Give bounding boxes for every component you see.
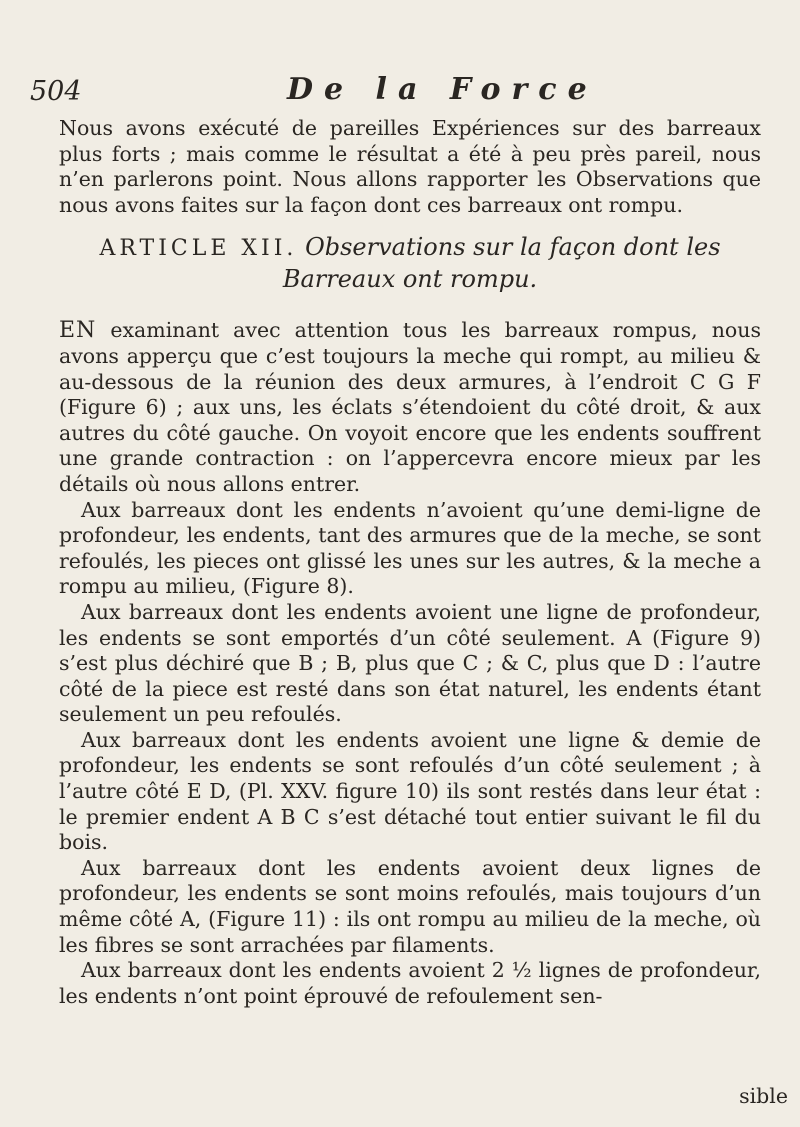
article-title: Observations sur la façon dont les Barreaux ont rompu. [282, 233, 721, 294]
paragraph-2-text: examinant avec attention tous les barreaux rompus, nous avons apperçu que c’est toujours la meche qui rompt, au milieu & au-dessous de la réunion des deux armures, à l’endroit C G F (Figure 6) ; aux uns, les éclats s’étendoient du côté droit, & aux autres du côté gauche. On voyoit encore que les endents souffrent une grande contraction : on l’appercevra encore mieux par les détails où nous allons entrer. [59, 318, 761, 496]
running-head: De la Force [287, 72, 598, 107]
page-header [30, 72, 730, 112]
paragraph-5: Aux barreaux dont les endents avoient une ligne & demie de profondeur, les endents se sont refoulés d’un côté seulement ; à l’autre côté E D, (Pl. XXV. figure 10) ils sont restés dans leur état : le premier endent A B C s’est détaché tout entier suivant le fil du bois. [59, 727, 761, 855]
article-label: ARTICLE XII. [99, 236, 298, 262]
initial-word: EN [59, 318, 97, 344]
paragraph-7: Aux barreaux dont les endents avoient 2 ½ lignes de profondeur, les endents n’ont point éprouvé de refoulement sen- [59, 958, 761, 1008]
article-heading [59, 232, 761, 294]
paragraph-4: Aux barreaux dont les endents avoient une ligne de profondeur, les endents se sont emportés d’un côté seulement. A (Figure 9) s’est plus déchiré que B ; B, plus que C ; & C, plus que D : l’autre côté de la piece est resté dans son état naturel, les endents étant seulement un peu refoulés. [59, 599, 761, 727]
paragraph-1: Nous avons exécuté de pareilles Expériences sur des barreaux plus forts ; mais comme le résultat a été à peu près pareil, nous n’en parlerons point. Nous allons rapporter les Observations que nous avons faites sur la façon dont ces barreaux ont rompu. [59, 116, 761, 217]
paragraph-3: Aux barreaux dont les endents n’avoient qu’une demi-ligne de profondeur, les endents, tant des armures que de la meche, se sont refoulés, les pieces ont glissé les unes sur les autres, & la meche a rompu au milieu, (Figure 8). [59, 497, 761, 599]
body-text [59, 116, 761, 1009]
page-number: 504 [30, 76, 82, 107]
paragraph-2 [59, 318, 761, 497]
paragraph-6: Aux barreaux dont les endents avoient deux lignes de profondeur, les endents se sont moins refoulés, mais toujours d’un même côté A, (Figure 11) : ils ont rompu au milieu de la meche, où les fibres se sont arrachées par filaments. [59, 855, 761, 957]
catchword: sible [739, 1084, 788, 1108]
